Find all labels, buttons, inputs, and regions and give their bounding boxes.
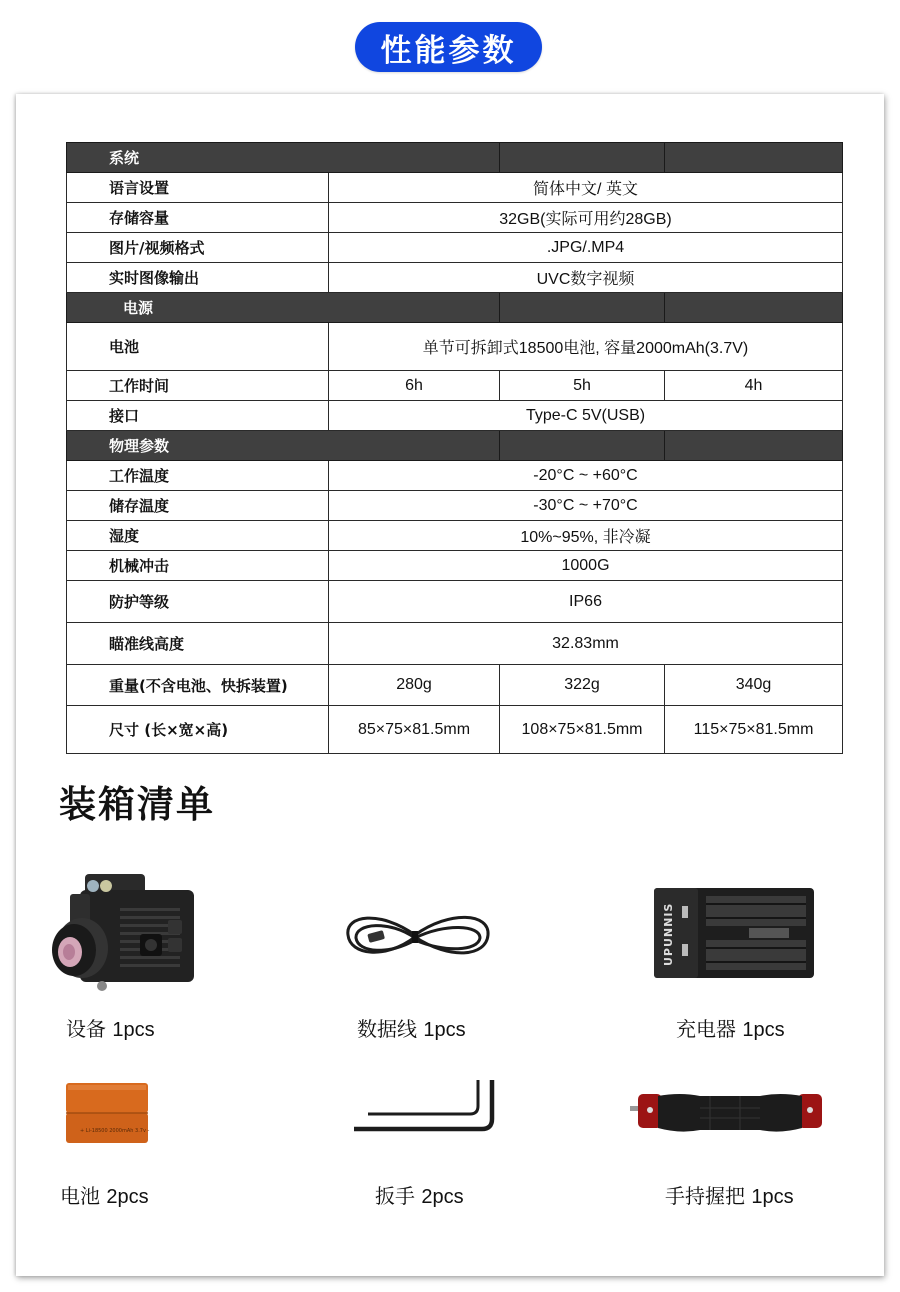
- table-row: [67, 371, 843, 401]
- table-row: [67, 233, 843, 263]
- item-name: 扳手: [375, 1184, 415, 1208]
- row-value: 32.83mm: [329, 623, 843, 665]
- table-row: [67, 173, 843, 203]
- row-value: -30°C ~ +70°C: [329, 491, 843, 521]
- section-title: 电源: [67, 293, 500, 323]
- item-qty: 1pcs: [751, 1186, 794, 1208]
- row-value: 单节可拆卸式18500电池, 容量2000mAh(3.7V): [329, 323, 843, 371]
- row-value: 10%~95%, 非冷凝: [329, 521, 843, 551]
- row-label: 电池: [67, 323, 329, 371]
- item-qty: 2pcs: [421, 1186, 464, 1208]
- section-title: 物理参数: [67, 431, 500, 461]
- page-title: 性能参数: [380, 32, 517, 69]
- row-value: .JPG/.MP4: [329, 233, 843, 263]
- row-value: 280g: [329, 665, 500, 706]
- row-label: 湿度: [67, 521, 329, 551]
- table-row: [67, 706, 843, 754]
- table-row: [67, 581, 843, 623]
- item-name: 电池: [60, 1184, 100, 1208]
- row-value: 115×75×81.5mm: [665, 706, 843, 754]
- charger-brand-text: UPUNNIS: [662, 902, 675, 966]
- row-label: 工作时间: [67, 371, 329, 401]
- row-value: 108×75×81.5mm: [500, 706, 665, 754]
- item-name: 设备: [66, 1017, 106, 1041]
- table-row: [67, 323, 843, 371]
- row-label: 机械冲击: [67, 551, 329, 581]
- row-value: UVC数字视频: [329, 263, 843, 293]
- table-row: [67, 623, 843, 665]
- row-label: 瞄准线高度: [67, 623, 329, 665]
- row-value: 85×75×81.5mm: [329, 706, 500, 754]
- item-qty: 1pcs: [742, 1019, 785, 1041]
- section-title: 系统: [67, 143, 500, 173]
- spec-table: [66, 142, 843, 754]
- row-label: 重量(不含电池、快拆装置): [67, 665, 329, 706]
- row-value: 322g: [500, 665, 665, 706]
- section-header-system: [67, 143, 843, 173]
- row-value: 340g: [665, 665, 843, 706]
- row-label: 接口: [67, 401, 329, 431]
- row-value: 32GB(实际可用约28GB): [329, 203, 843, 233]
- table-row: [67, 491, 843, 521]
- hand-grip-icon: [630, 1088, 830, 1140]
- item-name: 充电器: [676, 1017, 736, 1041]
- table-row: [67, 203, 843, 233]
- row-value: 4h: [665, 371, 843, 401]
- row-label: 存储容量: [67, 203, 329, 233]
- item-qty: 1pcs: [112, 1019, 155, 1041]
- item-qty: 1pcs: [423, 1019, 466, 1041]
- row-value: IP66: [329, 581, 843, 623]
- table-row: [67, 665, 843, 706]
- row-label: 语言设置: [67, 173, 329, 203]
- row-label: 图片/视频格式: [67, 233, 329, 263]
- packing-list-title: 装箱清单: [59, 783, 215, 826]
- row-value: 简体中文/ 英文: [329, 173, 843, 203]
- battery-charger-icon: [654, 888, 814, 980]
- page-title-badge: [355, 22, 542, 72]
- row-value: 6h: [329, 371, 500, 401]
- table-row: [67, 551, 843, 581]
- svg-text:+ Li-18500 2000mAh 3.7v -: + Li-18500 2000mAh 3.7v -: [80, 1128, 150, 1134]
- row-label: 储存温度: [67, 491, 329, 521]
- row-value: Type-C 5V(USB): [329, 401, 843, 431]
- row-value: -20°C ~ +60°C: [329, 461, 843, 491]
- thermal-scope-device-icon: [40, 868, 200, 998]
- item-name: 数据线: [357, 1017, 417, 1041]
- battery-icon: [66, 1083, 150, 1145]
- row-value: 1000G: [329, 551, 843, 581]
- section-header-power: [67, 293, 843, 323]
- usb-cable-icon: [340, 905, 495, 970]
- row-label: 工作温度: [67, 461, 329, 491]
- table-row: [67, 521, 843, 551]
- row-label: 尺寸 (长×宽×高): [67, 706, 329, 754]
- allen-wrench-icon: [350, 1078, 500, 1140]
- table-row: [67, 401, 843, 431]
- table-row: [67, 461, 843, 491]
- row-value: 5h: [500, 371, 665, 401]
- row-label: 防护等级: [67, 581, 329, 623]
- item-qty: 2pcs: [106, 1186, 149, 1208]
- table-row: [67, 263, 843, 293]
- item-name: 手持握把: [665, 1184, 745, 1208]
- section-header-physical: [67, 431, 843, 461]
- row-label: 实时图像输出: [67, 263, 329, 293]
